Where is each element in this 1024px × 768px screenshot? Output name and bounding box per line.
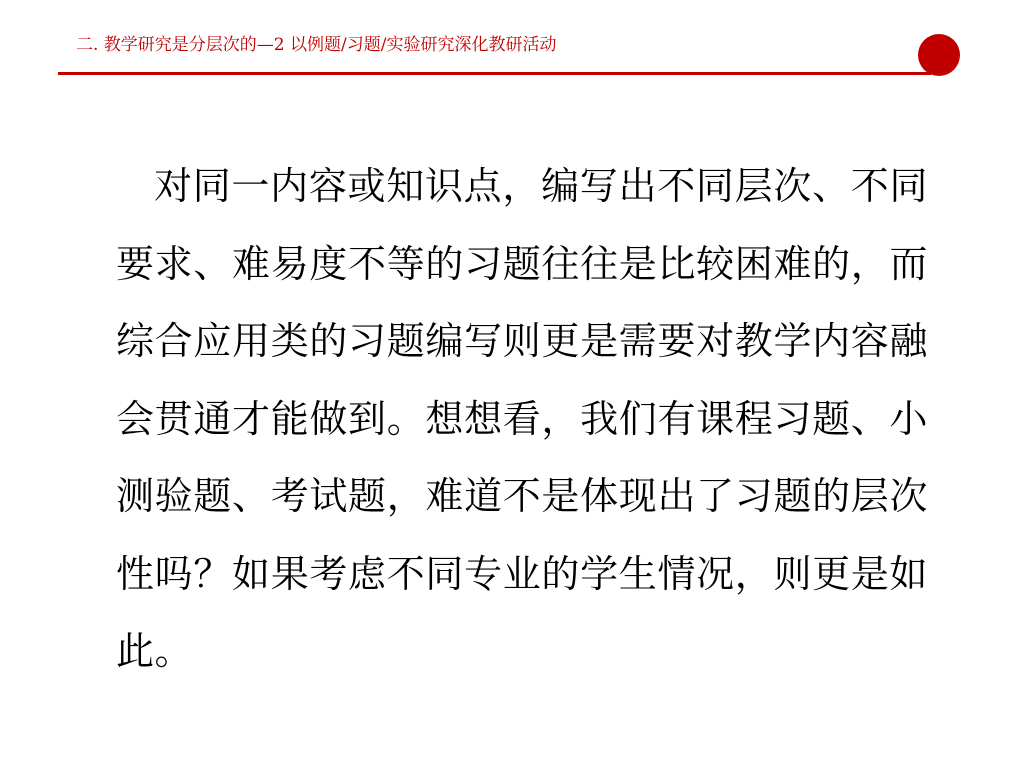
slide-header-title: 二. 教学研究是分层次的—2 以例题/习题/实验研究深化教研活动 (76, 35, 557, 55)
header-divider-line (58, 72, 931, 75)
header-decorative-dot (918, 34, 960, 76)
slide-body-paragraph: 对同一内容或知识点，编写出不同层次、不同要求、难易度不等的习题往往是比较困难的，而综合应用类的习题编写则更是需要对教学内容融会贯通才能做到。想想看，我们有课程习题、小测验题、考试题，难道不是体现出了习题的层次性吗？如果考虑不同专业的学生情况，则更是如此。 (116, 164, 928, 673)
